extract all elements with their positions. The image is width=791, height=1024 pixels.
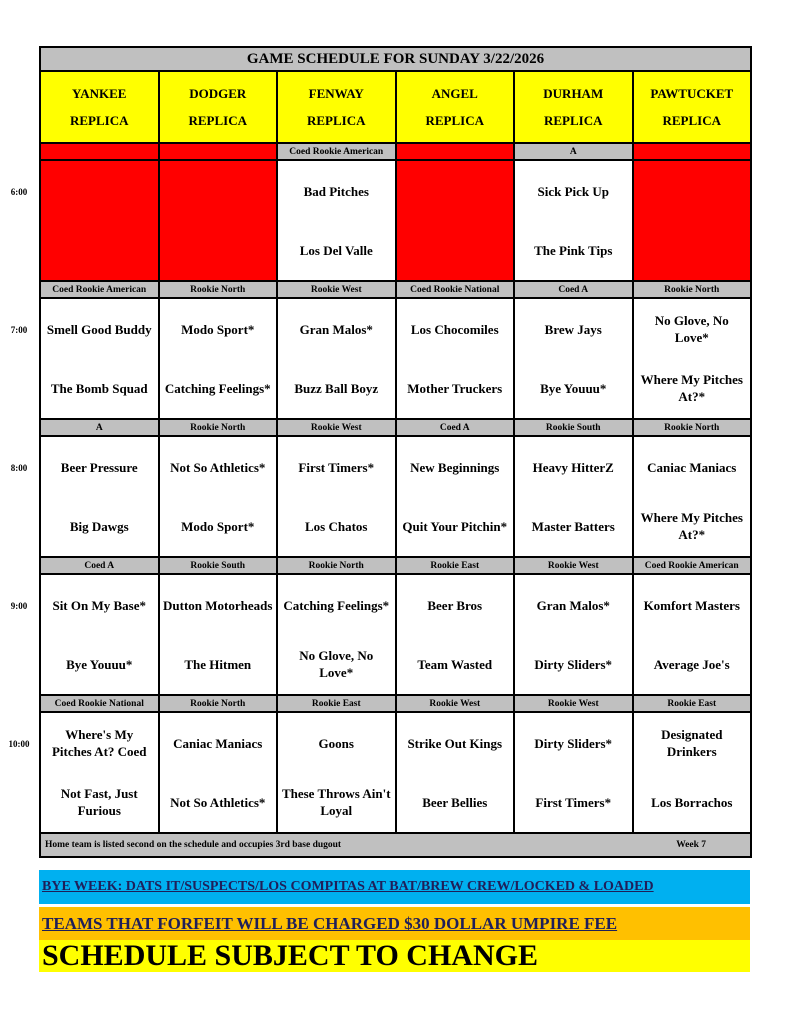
- division-row: [40, 143, 751, 160]
- division-label: Rookie South: [514, 419, 633, 436]
- home-team: [634, 221, 751, 280]
- time-label: 6:00: [10, 187, 28, 197]
- footer-row: [40, 833, 751, 857]
- field-header: [514, 71, 633, 143]
- home-team: Los Del Valle: [299, 242, 373, 258]
- away-team: No Glove, No Love*: [654, 313, 729, 345]
- home-team: Catching Feelings*: [164, 380, 271, 396]
- field-name: YANKEE: [72, 86, 127, 101]
- division-label: Rookie North: [159, 419, 278, 436]
- away-team: Brew Jays: [544, 321, 602, 337]
- field-name: FENWAY: [308, 86, 364, 101]
- game-cell: [40, 298, 159, 419]
- field-subtitle: REPLICA: [425, 113, 484, 128]
- home-team: The Hitmen: [184, 656, 252, 672]
- away-team: Dirty Sliders*: [534, 735, 613, 751]
- game-cell: [159, 436, 278, 557]
- away-team: Beer Bros: [427, 597, 483, 613]
- division-label: Rookie North: [159, 281, 278, 298]
- division-label: Rookie North: [633, 419, 752, 436]
- field-name: DURHAM: [543, 86, 604, 101]
- game-row: [40, 160, 751, 281]
- away-team: [41, 162, 158, 221]
- game-cell: [277, 298, 396, 419]
- home-team: Mother Truckers: [407, 380, 503, 396]
- game-cell: [396, 712, 515, 833]
- home-team: Where My Pitches At?*: [640, 510, 743, 542]
- division-label: Rookie East: [396, 557, 515, 574]
- away-team: Designated Drinkers: [661, 727, 723, 759]
- home-team: Los Chatos: [305, 518, 368, 534]
- game-cell: [40, 436, 159, 557]
- home-team: First Timers*: [535, 794, 612, 810]
- game-row: [40, 712, 751, 833]
- game-cell: [396, 574, 515, 695]
- away-team: [397, 162, 514, 221]
- away-team: Gran Malos*: [536, 597, 610, 613]
- division-label: A: [514, 143, 633, 160]
- field-subtitle: REPLICA: [69, 113, 129, 128]
- away-team: Los Chocomiles: [410, 321, 499, 337]
- away-team: Strike Out Kings: [407, 735, 503, 751]
- division-label: Rookie North: [277, 557, 396, 574]
- division-label: Rookie West: [277, 419, 396, 436]
- empty-slot: [633, 160, 752, 281]
- field-name: PAWTUCKET: [650, 86, 734, 101]
- game-cell: [633, 298, 752, 419]
- game-cell: [514, 436, 633, 557]
- game-cell: [514, 298, 633, 419]
- division-label: Coed A: [396, 419, 515, 436]
- away-team: Smell Good Buddy: [46, 321, 152, 337]
- game-cell: [514, 160, 633, 281]
- schedule-table: [39, 46, 752, 858]
- home-team: [41, 221, 158, 280]
- division-label: Rookie South: [159, 557, 278, 574]
- home-team: Bye Youuu*: [66, 656, 133, 672]
- empty-slot: [159, 160, 278, 281]
- field-subtitle: REPLICA: [188, 113, 247, 128]
- home-team: [397, 221, 514, 280]
- division-label: Rookie East: [633, 695, 752, 712]
- division-label: A: [40, 419, 159, 436]
- division-label: [396, 143, 515, 160]
- away-team: Caniac Maniacs: [647, 459, 737, 475]
- forfeit-text: TEAMS THAT FORFEIT WILL BE CHARGED $30 DOLLAR UMPIRE FEE: [42, 914, 618, 933]
- home-team: [160, 221, 277, 280]
- bye-week-banner: [39, 870, 750, 904]
- division-label: Coed A: [40, 557, 159, 574]
- home-team: No Glove, No Love*: [299, 648, 374, 680]
- time-label: 9:00: [10, 601, 28, 611]
- away-team: Caniac Maniacs: [173, 735, 263, 751]
- division-label: Coed Rookie American: [633, 557, 752, 574]
- away-team: Modo Sport*: [181, 321, 255, 337]
- game-cell: [633, 574, 752, 695]
- away-team: Beer Pressure: [60, 459, 138, 475]
- away-team: Not So Athletics*: [170, 459, 266, 475]
- division-label: Coed Rookie National: [40, 695, 159, 712]
- home-team: Big Dawgs: [69, 518, 129, 534]
- week-label: Week 7: [676, 840, 707, 850]
- field-subtitle: REPLICA: [543, 113, 603, 128]
- division-label: [159, 143, 278, 160]
- away-team: Catching Feelings*: [283, 597, 390, 613]
- home-team: Los Borrachos: [651, 794, 733, 810]
- home-team: Modo Sport*: [181, 518, 255, 534]
- division-label: Rookie West: [514, 695, 633, 712]
- away-team: Komfort Masters: [643, 597, 740, 613]
- game-cell: [514, 574, 633, 695]
- empty-slot: [396, 160, 515, 281]
- away-team: Sick Pick Up: [537, 183, 609, 199]
- division-label: Coed Rookie American: [40, 281, 159, 298]
- field-subtitle: REPLICA: [306, 113, 366, 128]
- division-row: [40, 695, 751, 712]
- division-row: [40, 419, 751, 436]
- field-name: ANGEL: [431, 86, 478, 101]
- away-team: New Beginnings: [410, 459, 500, 475]
- game-cell: [159, 712, 278, 833]
- game-cell: [514, 712, 633, 833]
- division-row: [40, 281, 751, 298]
- game-cell: [40, 712, 159, 833]
- field-header: [396, 71, 515, 143]
- home-team: Beer Bellies: [422, 794, 488, 810]
- game-cell: [277, 712, 396, 833]
- field-header: [40, 71, 159, 143]
- home-team: Not So Athletics*: [170, 794, 266, 810]
- away-team: Sit On My Base*: [52, 597, 147, 613]
- away-team: [160, 162, 277, 221]
- away-team: First Timers*: [298, 459, 375, 475]
- home-team: The Pink Tips: [534, 242, 613, 258]
- game-cell: [159, 298, 278, 419]
- schedule-sheet: [39, 46, 750, 858]
- division-label: [40, 143, 159, 160]
- field-header-row: [40, 71, 751, 143]
- forfeit-banner: [39, 907, 750, 940]
- division-label: [633, 143, 752, 160]
- away-team: Gran Malos*: [299, 321, 373, 337]
- time-label: 10:00: [8, 739, 30, 749]
- away-team: Goons: [318, 735, 354, 751]
- game-cell: [396, 436, 515, 557]
- game-row: [40, 298, 751, 419]
- schedule-title: GAME SCHEDULE FOR SUNDAY 3/22/2026: [40, 47, 751, 71]
- away-team: [634, 162, 751, 221]
- game-cell: [633, 436, 752, 557]
- away-team: Dutton Motorheads: [163, 597, 273, 613]
- home-team: Team Wasted: [417, 656, 493, 672]
- field-name: DODGER: [189, 86, 247, 101]
- home-team: Where My Pitches At?*: [640, 372, 743, 404]
- field-header: [633, 71, 752, 143]
- division-label: Rookie West: [277, 281, 396, 298]
- division-row: [40, 557, 751, 574]
- division-label: Rookie West: [396, 695, 515, 712]
- division-label: Rookie East: [277, 695, 396, 712]
- away-team: Heavy HitterZ: [532, 459, 614, 475]
- game-cell: [633, 712, 752, 833]
- division-label: Coed Rookie American: [277, 143, 396, 160]
- field-header: [277, 71, 396, 143]
- game-row: [40, 574, 751, 695]
- field-header: [159, 71, 278, 143]
- home-team: Quit Your Pitchin*: [402, 518, 508, 534]
- game-cell: [277, 160, 396, 281]
- home-team: Not Fast, Just Furious: [60, 786, 138, 818]
- game-cell: [159, 574, 278, 695]
- home-team: Master Batters: [531, 518, 615, 534]
- home-team: Bye Youuu*: [540, 380, 607, 396]
- subject-to-change-banner: SCHEDULE SUBJECT TO CHANGE: [39, 940, 750, 972]
- home-team: Buzz Ball Boyz: [294, 380, 379, 396]
- home-team: Dirty Sliders*: [534, 656, 613, 672]
- game-cell: [277, 574, 396, 695]
- away-team: Where's My Pitches At? Coed: [51, 727, 147, 759]
- game-cell: [40, 574, 159, 695]
- division-label: Rookie North: [159, 695, 278, 712]
- empty-slot: [40, 160, 159, 281]
- footer-cell: [40, 833, 751, 857]
- field-subtitle: REPLICA: [662, 113, 722, 128]
- game-row: [40, 436, 751, 557]
- game-cell: [396, 298, 515, 419]
- division-label: Coed A: [514, 281, 633, 298]
- game-cell: [277, 436, 396, 557]
- bye-week-text: BYE WEEK: DATS IT/SUSPECTS/LOS COMPITAS AT BAT/BREW CREW/LOCKED & LOADED: [42, 879, 654, 894]
- time-label: 8:00: [10, 463, 28, 473]
- division-label: Rookie North: [633, 281, 752, 298]
- time-label: 7:00: [10, 325, 28, 335]
- home-team-note: Home team is listed second on the schedule and occupies 3rd base dugout: [45, 840, 342, 850]
- away-team: Bad Pitches: [303, 183, 369, 199]
- home-team: These Throws Ain't Loyal: [281, 786, 391, 818]
- division-label: Coed Rookie National: [396, 281, 515, 298]
- home-team: Average Joe's: [653, 656, 730, 672]
- division-label: Rookie West: [514, 557, 633, 574]
- home-team: The Bomb Squad: [50, 380, 148, 396]
